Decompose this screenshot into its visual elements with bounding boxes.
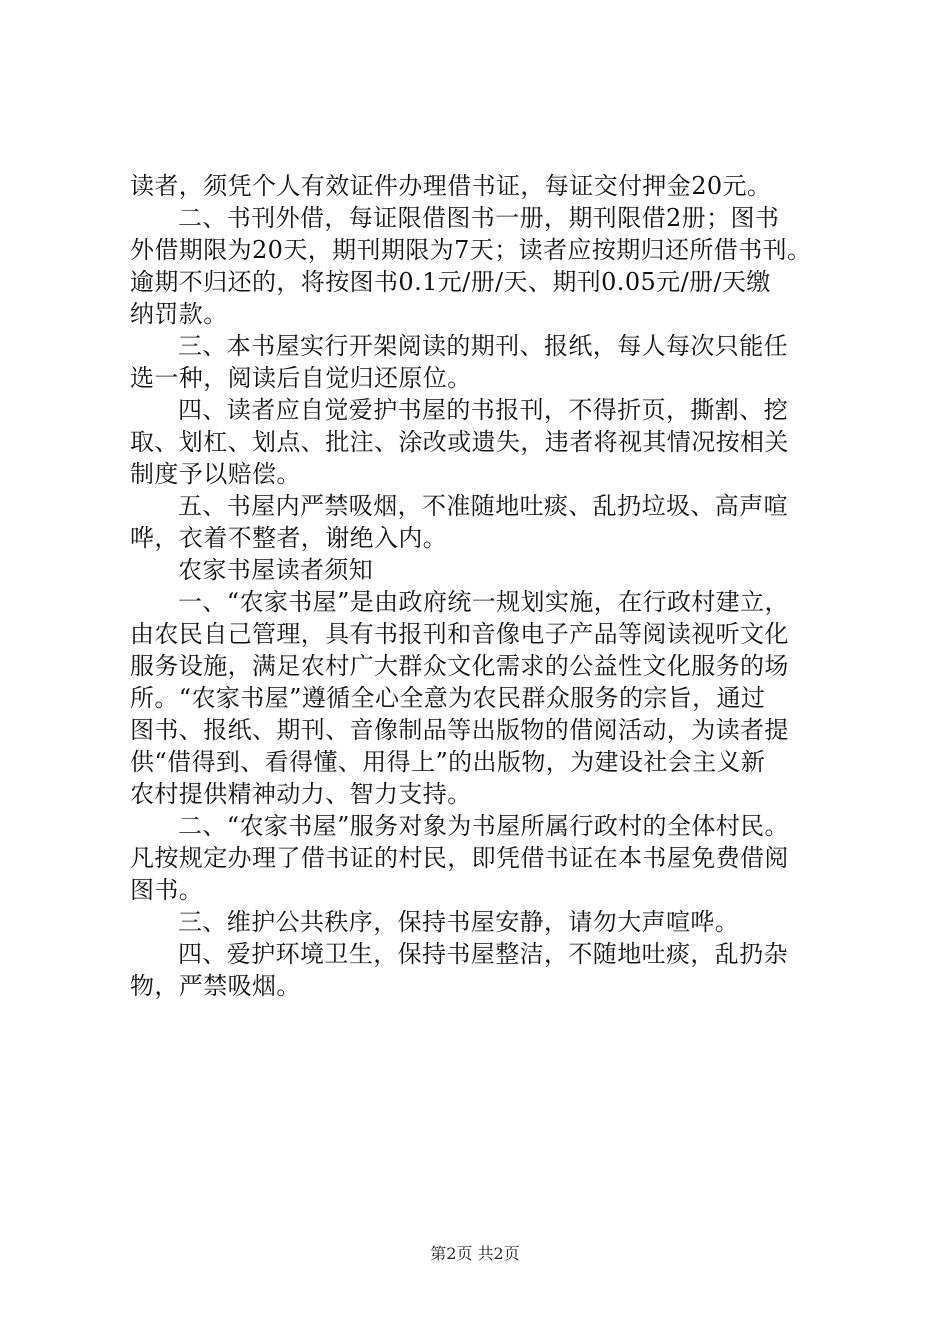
text-line: 一、“农家书屋”是由政府统一规划实施，在行政村建立， [178, 588, 789, 616]
text-line: 三、本书屋实行开架阅读的期刊、报纸，每人每次只能任 [178, 332, 788, 360]
page-number: 第2页 共2页 [430, 1244, 520, 1263]
text-line: 三、维护公共秩序，保持书屋安静，请勿大声喧哗。 [178, 908, 740, 936]
text-line: 取、划杠、划点、批注、涂改或遗失，违者将视其情况按相关 [130, 428, 789, 456]
text-line: 四、爱护环境卫生，保持书屋整洁，不随地吐痰，乱扔杂 [178, 940, 788, 968]
text-line: 二、书刊外借，每证限借图书一册，期刊限借2册；图书 [178, 204, 780, 232]
page-footer [0, 1244, 950, 1264]
text-line: 哗，衣着不整者，谢绝入内。 [130, 524, 448, 552]
text-line: 读者，须凭个人有效证件办理借书证，每证交付押金20元。 [130, 172, 772, 200]
text-line: 图书、报纸、期刊、音像制品等出版物的借阅活动，为读者提 [130, 716, 789, 744]
section-heading: 农家书屋读者须知 [178, 556, 374, 584]
text-line: 四、读者应自觉爱护书屋的书报刊，不得折页，撕割、挖 [178, 396, 788, 424]
text-line: 农村提供精神动力、智力支持。 [130, 780, 472, 808]
text-line: 物，严禁吸烟。 [130, 972, 301, 1000]
text-line: 外借期限为20天，期刊期限为7天；读者应按期归还所借书刊。 [130, 236, 812, 264]
text-line: 选一种，阅读后自觉归还原位。 [130, 364, 472, 392]
text-line: 由农民自己管理，具有书报刊和音像电子产品等阅读视听文化 [130, 620, 789, 648]
text-line: 供“借得到、看得懂、用得上”的出版物，为建设社会主义新 [130, 748, 766, 776]
text-line: 凡按规定办理了借书证的村民，即凭借书证在本书屋免费借阅 [130, 844, 789, 872]
document-body [130, 170, 835, 1002]
text-line: 五、书屋内严禁吸烟，不准随地吐痰、乱扔垃圾、高声喧 [178, 492, 788, 520]
text-line: 逾期不归还的，将按图书0.1元/册/天、期刊0.05元/册/天缴 [130, 268, 771, 296]
text-line: 二、“农家书屋”服务对象为书屋所属行政村的全体村民。 [178, 812, 789, 840]
text-line: 图书。 [130, 876, 204, 904]
text-line: 所。“农家书屋”遵循全心全意为农民群众服务的宗旨，通过 [130, 684, 766, 712]
text-line: 纳罚款。 [130, 300, 228, 328]
text-line: 服务设施，满足农村广大群众文化需求的公益性文化服务的场 [130, 652, 789, 680]
text-line: 制度予以赔偿。 [130, 460, 301, 488]
